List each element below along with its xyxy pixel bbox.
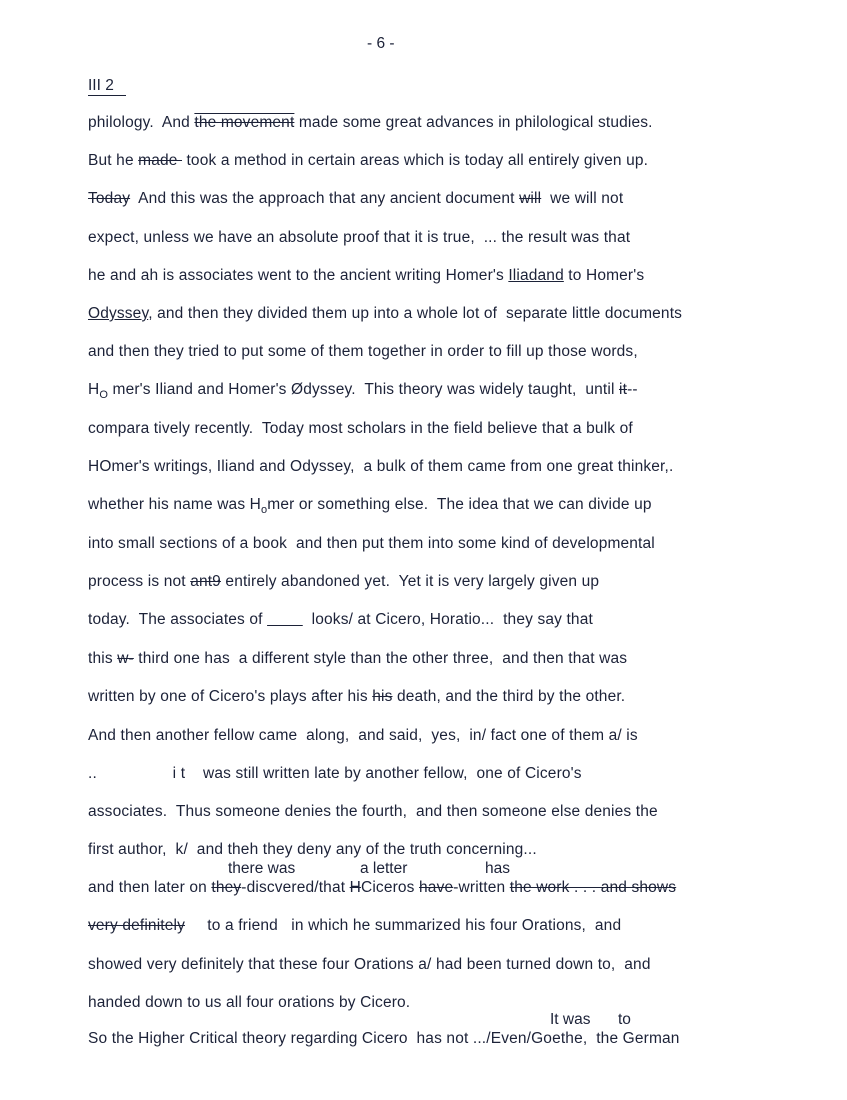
text-segment: handed down to us all four orations by Cicero.: [88, 994, 411, 1011]
interlinear-insertion: to: [618, 1011, 631, 1028]
text-line: [88, 495, 652, 520]
text-segment: -discvered/that: [241, 879, 350, 896]
page-number: - 6 -: [367, 35, 395, 52]
text-segment: process is not: [88, 573, 191, 590]
text-segment: associates. Thus someone denies the fourth, and then someone else denies the: [88, 803, 658, 820]
text-segment: today. The associates of: [88, 611, 268, 628]
text-segment: mer's Iliand and Homer's Ødyssey. This theory was widely taught, until: [108, 381, 619, 398]
text-line: [88, 266, 644, 286]
text-segment: and then they tried to put some of them together in order to fill up those words,: [88, 343, 638, 360]
text-segment: and then later on: [88, 879, 212, 896]
text-segment: whether his name was H: [88, 496, 262, 513]
interlinear-insertion: has: [485, 860, 510, 877]
text-segment: o: [261, 504, 268, 516]
text-line: [88, 151, 648, 171]
text-segment: compara tively recently. Today most scholars in the field believe that a bulk of: [88, 420, 633, 437]
text-line: [88, 687, 625, 707]
text-segment: mer or something else. The idea that we can divide up: [267, 496, 652, 513]
text-line: [88, 419, 633, 439]
text-segment: HOmer's writings, Iliand and Odyssey, a bulk of them came from one great thinker,.: [88, 458, 674, 475]
text-segment: showed very definitely that these four Orations a/ had been turned down to, and: [88, 956, 651, 973]
text-line: [88, 878, 676, 898]
text-segment: And this was the approach that any ancient document: [130, 190, 520, 207]
text-segment: --: [627, 381, 638, 398]
text-segment: he and ah is associates went to the ancient writing Homer's: [88, 267, 509, 284]
text-line: [88, 764, 582, 784]
text-segment: So the Higher Critical theory regarding Cicero has not .../Even/Goethe, the German: [88, 1030, 680, 1047]
text-segment: death, and the third by the other.: [392, 688, 626, 705]
text-line: [88, 572, 599, 592]
text-segment: to a friend in which he summarized his four Orations, and: [185, 917, 622, 934]
text-line: [88, 304, 682, 324]
struck-text: have: [419, 879, 454, 896]
text-line: [88, 726, 638, 746]
struck-text: his: [372, 688, 393, 705]
text-line: [88, 380, 638, 405]
text-segment: we will not: [541, 190, 624, 207]
text-line: [88, 993, 410, 1013]
struck-text: Today: [88, 190, 131, 207]
text-line: [88, 955, 651, 975]
struck-text: ant9: [190, 573, 221, 590]
text-segment: But he: [88, 152, 139, 169]
text-segment: Ciceros: [360, 879, 420, 896]
text-line: [88, 649, 627, 669]
interlinear-insertion: It was: [550, 1011, 591, 1028]
text-line: [88, 802, 658, 822]
underlined-text: [267, 611, 303, 628]
text-segment: third one has a different style than the other three, and then that was: [133, 650, 628, 667]
text-line: [88, 342, 638, 362]
text-segment: first author, k/ and theh they deny any of the truth concerning...: [88, 841, 537, 858]
underlined-text: Iliadand: [508, 267, 564, 284]
text-segment: written by one of Cicero's plays after his: [88, 688, 373, 705]
struck-text: H: [349, 879, 361, 896]
text-segment: this: [88, 650, 118, 667]
interlinear-insertion: there was: [228, 860, 296, 877]
text-segment: entirely abandoned yet. Yet it is very largely given up: [220, 573, 600, 590]
text-segment: , and then they divided them up into a whole lot of separate little documents: [148, 305, 683, 322]
struck-text: the movement: [194, 114, 295, 131]
text-segment: to Homer's: [563, 267, 645, 284]
text-segment: made some great advances in philological studies.: [294, 114, 653, 131]
text-line: [88, 916, 621, 936]
struck-text: made: [138, 152, 183, 169]
text-segment: took a method in certain areas which is today all entirely given up.: [182, 152, 649, 169]
struck-text: the work . . . and shows: [509, 879, 677, 896]
text-segment: And then another fellow came along, and said, yes, in/ fact one of them a/ is: [88, 727, 638, 744]
struck-text: very definitely: [88, 917, 186, 934]
text-segment: into small sections of a book and then put them into some kind of developmental: [88, 535, 655, 552]
text-line: [88, 457, 673, 477]
interlinear-insertion: a letter: [360, 860, 408, 877]
text-line: [88, 113, 653, 133]
text-segment: .. i t was still written late by another fellow, one of Cicero's: [88, 765, 582, 782]
text-segment: looks/ at Cicero, Horatio... they say that: [302, 611, 593, 628]
text-line: [88, 610, 593, 630]
text-line: [88, 840, 537, 860]
text-line: [88, 1029, 680, 1049]
struck-text: w-: [117, 650, 134, 667]
text-segment: H: [88, 381, 100, 398]
struck-text: it: [619, 381, 628, 398]
text-segment: expect, unless we have an absolute proof that it is true, ... the result was that: [88, 229, 631, 246]
text-segment: O: [99, 389, 109, 401]
struck-text: will: [519, 190, 542, 207]
text-segment: philology. And: [88, 114, 195, 131]
text-segment: -written: [453, 879, 510, 896]
struck-text: they: [211, 879, 242, 896]
text-line: [88, 534, 655, 554]
section-label: III 2: [88, 77, 126, 96]
text-line: [88, 189, 623, 209]
text-line: [88, 228, 630, 248]
underlined-text: Odyssey: [88, 305, 149, 322]
